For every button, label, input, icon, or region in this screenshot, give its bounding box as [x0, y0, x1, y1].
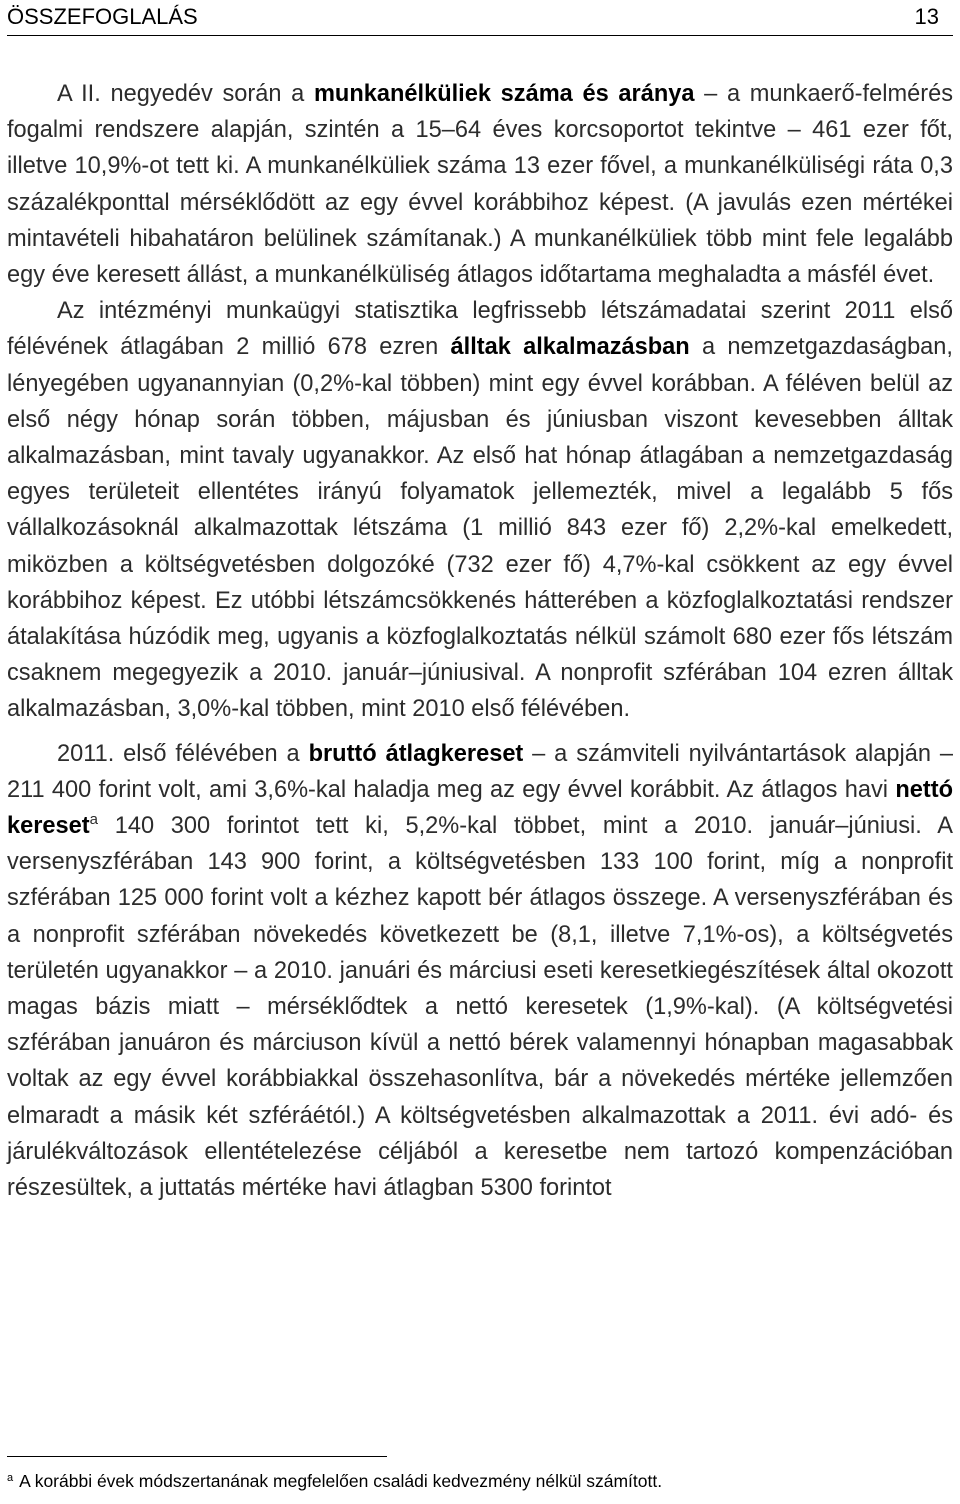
paragraph-unemployment: [7, 76, 953, 293]
paragraph-text: 140 300 forintot tett ki, 5,2%-kal többet, mint a 2010. január–júniusi. A versenyszférában 143 900 forint, a költségvetésben 133 100 forint, míg a nonprofit szférában 125 000 forint volt a kézhez kapott bér átlagos összege. A versenyszférában és a nonprofit szférában növekedés következett be (8,1, illetve 7,1%-os), a költségvetés területén ugyanakkor – a 2010. januári és márciusi eseti keresetkiegészítések által okozott magas bázis miatt – mérséklődtek a nettó keresetek (1,9%-kal). (A költségvetési szférában januáron és márciuson kívül a nettó bérek valamennyi hónapban magasabbak voltak az egy évvel korábbiakkal összehasonlítva, bár a növekedés mértéke jellemzően elmaradt a másik két szféráétól.) A költségvetésben alkalmazottak a 2011. évi adó- és járulékváltozások ellentételezése céljából a keresetbe nem tartozó kompenzációban részesültek, a juttatás mértéke havi átlagban 5300 forintot: [7, 813, 953, 1202]
page-number: 13: [914, 4, 939, 29]
paragraph-text: 2011. első félévében a: [57, 740, 309, 767]
paragraph-text: a nemzetgazdaságban, lényegében ugyanannyian (0,2%-kal többen) mint egy évvel korábban. A féléven belül az első négy hónap során többen, májusban és júniusban viszont kevesebben álltak alkalmazásban, mint tavaly ugyanakkor. Az első hat hónap átlagában a nemzetgazdaság egyes területeit ellentétes irányú folyamatok jellemezték, mivel a legalább 5 fős vállalkozásoknál alkalmazottak létszáma (1 millió 843 ezer fő) 2,2%-kal emelkedett, miközben a költségvetésben dolgozóké (732 ezer fő) 4,7%-kal csökkent az egy évvel korábbihoz képest. Ez utóbbi létszámcsökkenés hátterében a közfoglalkoztatási rendszer átalakítása húzódik meg, ugyanis a közfoglalkoztatás nélkül számolt 680 ezer fős létszám csaknem megegyezik a 2010. január–júniusival. A nonprofit szférában 104 ezren álltak alkalmazásban, 3,0%-kal többen, mint 2010 első félévében.: [7, 334, 953, 723]
paragraph-text: Az intézményi munkaügyi statisztika legfrissebb létszámadatai szerint 2011 első félévének átlagában 2 millió 678 ezren: [7, 298, 953, 361]
paragraph-text: A II. negyedév során a: [57, 81, 314, 107]
key-term-net-earnings: nettó kereset: [7, 776, 953, 840]
footnote-divider: [7, 1456, 387, 1457]
key-term-gross-earnings: bruttó átlagkereset: [308, 740, 524, 767]
footnote: [7, 1470, 662, 1492]
main-text: [7, 76, 953, 1206]
running-header: [7, 0, 953, 36]
key-term-employed: álltak alkalmazásban: [450, 334, 690, 361]
footnote-ref[interactable]: a: [89, 811, 98, 829]
footnote-text: A korábbi évek módszertanának megfelelően családi kedvezmény nélkül számított.: [19, 1471, 663, 1491]
paragraph-text: – a számviteli nyilvántartások alapján – 211 400 forint volt, ami 3,6%-kal haladja meg az egy évvel korábbit. Az átlagos havi: [7, 740, 953, 803]
paragraph-text: – a munkaerő-felmérés fogalmi rendszere alapján, szintén a 15–64 éves korcsoportot tekintve – 461 ezer főt, illetve 10,9%-ot tett ki. A munkanélküliek száma 13 ezer fővel, a munkanélküliségi ráta 0,3 százalékponttal mérséklődött az egy évvel korábbihoz képest. (A javulás ezen mértékei mintavételi hibahatáron belülinek számítanak.) A munkanélküliek több mint fele legalább egy éve keresett állást, a munkanélküliség átlagos időtartama meghaladta a másfél évet.: [7, 81, 954, 289]
paragraph-earnings: [7, 736, 953, 1207]
paragraph-employment: [7, 293, 953, 727]
key-term-unemployed-count: munkanélküliek száma és aránya: [313, 81, 695, 107]
footnote-marker: a: [7, 1472, 14, 1484]
section-title: ÖSSZEFOGLALÁS: [7, 4, 198, 29]
